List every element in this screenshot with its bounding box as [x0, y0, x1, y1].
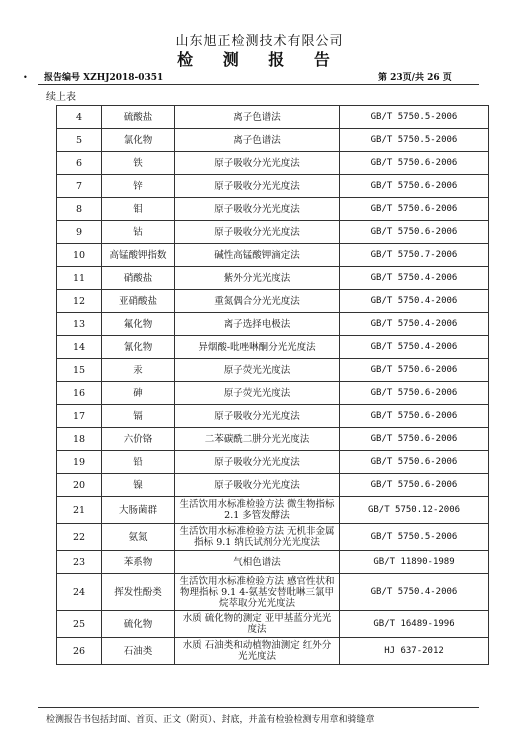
test-item: 氟化物	[102, 313, 175, 336]
row-number: 15	[57, 359, 102, 382]
row-number: 26	[57, 638, 102, 665]
method-standard: GB/T 5750.4-2006	[340, 336, 489, 359]
method-standard: GB/T 5750.6-2006	[340, 221, 489, 244]
row-number: 4	[57, 106, 102, 129]
table-row	[57, 611, 489, 638]
report-number-value: XZHJ2018-0351	[83, 73, 164, 83]
report-number-label: 报告编号	[44, 73, 81, 83]
table-row	[57, 574, 489, 611]
test-method: 离子色谱法	[175, 129, 340, 152]
row-number: 24	[57, 574, 102, 611]
test-item: 六价铬	[102, 428, 175, 451]
method-standard: GB/T 5750.5-2006	[340, 129, 489, 152]
table-row	[57, 428, 489, 451]
test-method: 离子选择电极法	[175, 313, 340, 336]
table-row	[57, 451, 489, 474]
row-number: 20	[57, 474, 102, 497]
method-standard: GB/T 5750.6-2006	[340, 382, 489, 405]
method-standard: GB/T 5750.6-2006	[340, 359, 489, 382]
row-number: 13	[57, 313, 102, 336]
test-item: 硫化物	[102, 611, 175, 638]
report-title: 检 测 报 告	[177, 50, 342, 69]
method-standard: GB/T 5750.6-2006	[340, 175, 489, 198]
row-number: 11	[57, 267, 102, 290]
test-method: 原子吸收分光光度法	[175, 152, 340, 175]
test-item: 石油类	[102, 638, 175, 665]
test-item: 汞	[102, 359, 175, 382]
method-standard: GB/T 11890-1989	[340, 551, 489, 574]
row-number: 7	[57, 175, 102, 198]
test-item: 砷	[102, 382, 175, 405]
continued-label: 续上表	[46, 92, 76, 103]
test-method: 离子色谱法	[175, 106, 340, 129]
page-info: 第 23页/共 26 页	[378, 73, 452, 83]
method-standard: GB/T 5750.6-2006	[340, 152, 489, 175]
table-row	[57, 497, 489, 524]
test-item: 硫酸盐	[102, 106, 175, 129]
test-method: 原子吸收分光光度法	[175, 198, 340, 221]
table-row	[57, 175, 489, 198]
method-standard: GB/T 5750.6-2006	[340, 451, 489, 474]
test-item: 挥发性酚类	[102, 574, 175, 611]
row-number: 25	[57, 611, 102, 638]
report-number	[44, 70, 163, 83]
row-number: 16	[57, 382, 102, 405]
test-method: 生活饮用水标准检验方法 感官性状和物理指标 9.1 4-氨基安替吡啉三氯甲烷萃取分光光度法	[175, 574, 340, 611]
row-number: 6	[57, 152, 102, 175]
test-method: 二苯碳酰二肼分光光度法	[175, 428, 340, 451]
row-number: 23	[57, 551, 102, 574]
table-row	[57, 638, 489, 665]
test-item: 镍	[102, 474, 175, 497]
results-table	[56, 105, 489, 665]
test-method: 气相色谱法	[175, 551, 340, 574]
test-method: 原子吸收分光光度法	[175, 175, 340, 198]
test-method: 异烟酸-吡唑啉酮分光光度法	[175, 336, 340, 359]
method-standard: GB/T 5750.6-2006	[340, 474, 489, 497]
method-standard: GB/T 5750.12-2006	[340, 497, 489, 524]
method-standard: GB/T 5750.7-2006	[340, 244, 489, 267]
table-row	[57, 382, 489, 405]
method-standard: GB/T 5750.5-2006	[340, 106, 489, 129]
table-row	[57, 405, 489, 428]
row-number: 10	[57, 244, 102, 267]
test-method: 水质 石油类和动植物油测定 红外分光光度法	[175, 638, 340, 665]
table-row	[57, 221, 489, 244]
test-method: 原子荧光光度法	[175, 359, 340, 382]
row-number: 9	[57, 221, 102, 244]
table-row	[57, 359, 489, 382]
test-item: 大肠菌群	[102, 497, 175, 524]
table-row	[57, 106, 489, 129]
test-item: 氯化物	[102, 129, 175, 152]
table-row	[57, 474, 489, 497]
row-number: 22	[57, 524, 102, 551]
test-method: 生活饮用水标准检验方法 微生物指标 2.1 多管发酵法	[175, 497, 340, 524]
method-standard: GB/T 5750.6-2006	[340, 405, 489, 428]
method-standard: GB/T 16489-1996	[340, 611, 489, 638]
row-number: 19	[57, 451, 102, 474]
footer-note: 检测报告书包括封面、首页、正文（附页）、封底，并盖有检验检测专用章和骑缝章	[46, 715, 375, 725]
test-item: 硝酸盐	[102, 267, 175, 290]
test-method: 原子吸收分光光度法	[175, 451, 340, 474]
test-item: 氨氮	[102, 524, 175, 551]
margin-mark: •	[23, 73, 28, 82]
method-standard: GB/T 5750.4-2006	[340, 290, 489, 313]
row-number: 14	[57, 336, 102, 359]
table-row	[57, 313, 489, 336]
method-standard: GB/T 5750.4-2006	[340, 574, 489, 611]
company-name: 山东旭正检测技术有限公司	[175, 34, 344, 49]
test-item: 氰化物	[102, 336, 175, 359]
table-row	[57, 198, 489, 221]
table-row	[57, 129, 489, 152]
table-row	[57, 336, 489, 359]
test-method: 原子吸收分光光度法	[175, 221, 340, 244]
table-row	[57, 152, 489, 175]
test-item: 钴	[102, 221, 175, 244]
test-item: 高锰酸钾指数	[102, 244, 175, 267]
test-method: 重氮偶合分光光度法	[175, 290, 340, 313]
method-standard: GB/T 5750.6-2006	[340, 428, 489, 451]
method-standard: HJ 637-2012	[340, 638, 489, 665]
method-standard: GB/T 5750.5-2006	[340, 524, 489, 551]
test-method: 碱性高锰酸钾滴定法	[175, 244, 340, 267]
test-method: 紫外分光光度法	[175, 267, 340, 290]
test-item: 钼	[102, 198, 175, 221]
row-number: 12	[57, 290, 102, 313]
test-item: 苯系物	[102, 551, 175, 574]
table-row	[57, 290, 489, 313]
table-row	[57, 551, 489, 574]
test-item: 锌	[102, 175, 175, 198]
method-standard: GB/T 5750.4-2006	[340, 267, 489, 290]
row-number: 21	[57, 497, 102, 524]
test-item: 铅	[102, 451, 175, 474]
row-number: 18	[57, 428, 102, 451]
table-row	[57, 524, 489, 551]
test-item: 铁	[102, 152, 175, 175]
footer-rule	[38, 707, 479, 708]
method-standard: GB/T 5750.4-2006	[340, 313, 489, 336]
header-rule	[38, 84, 479, 85]
row-number: 5	[57, 129, 102, 152]
method-standard: GB/T 5750.6-2006	[340, 198, 489, 221]
test-method: 水质 硫化物的测定 亚甲基蓝分光光度法	[175, 611, 340, 638]
table-row	[57, 244, 489, 267]
table-row	[57, 267, 489, 290]
row-number: 17	[57, 405, 102, 428]
test-method: 原子荧光光度法	[175, 382, 340, 405]
test-method: 原子吸收分光光度法	[175, 474, 340, 497]
test-item: 亚硝酸盐	[102, 290, 175, 313]
row-number: 8	[57, 198, 102, 221]
test-method: 生活饮用水标准检验方法 无机非金属指标 9.1 纳氏试剂分光光度法	[175, 524, 340, 551]
test-item: 镉	[102, 405, 175, 428]
test-method: 原子吸收分光光度法	[175, 405, 340, 428]
